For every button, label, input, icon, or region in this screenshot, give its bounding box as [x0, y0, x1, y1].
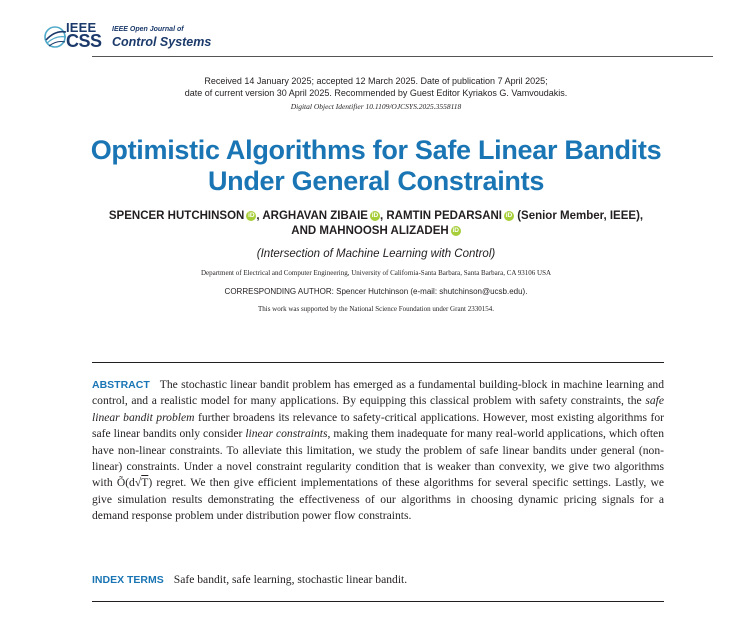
journal-logo	[44, 20, 224, 54]
author-list: SPENCER HUTCHINSON iD , ARGHAVAN ZIBAIE iD , RAMTIN PEDARSANI iD (Senior Member, IEEE), AND MAHNOOSH ALIZADEH iD	[108, 210, 644, 237]
orcid-icon[interactable]: iD	[505, 212, 513, 219]
abstract-bottom-rule	[92, 601, 664, 602]
funding-note: This work was supported by the National Science Foundation under Grant 2330154.	[257, 305, 494, 313]
author-name: SPENCER HUTCHINSON	[108, 210, 245, 222]
journal-name-line1: IEEE Open Journal of	[112, 26, 184, 33]
index-terms: INDEX TERMS Safe bandit, safe learning, stochastic linear bandit.	[92, 573, 408, 586]
corresponding-author: CORRESPONDING AUTHOR: Spencer Hutchinson (e-mail: shutchinson@ucsb.edu).	[224, 287, 528, 296]
orcid-icon[interactable]: iD	[371, 212, 379, 219]
regret-bound-math: Õ(d√T)	[116, 476, 153, 490]
doi-line: Digital Object Identifier 10.1109/OJCSYS.2025.3558118	[290, 102, 462, 111]
author-membership: (Senior Member, IEEE),	[514, 210, 644, 222]
abstract: ABSTRACT The stochastic linear bandit problem has emerged as a fundamental building-block in machine learning and control, and a realistic model for many applications. By equipping this classical problem with safety constraints, the safe linear bandit problem further broadens its relevance to safety-critical applications. However, most existing algorithms for safe linear bandits only consider linear constraints, making them inadequate for many real-world applications, which often have non-linear constraints. To alleviate this limitation, we study the problem of safe linear bandits under general (non-linear) constraints. Under a novel constraint regularity condition that is weaker than convexity, we give two algorithms with Õ(d√T) regret. We then give efficient implementations of these algorithms for several specific settings. Lastly, we give simulation results demonstrating the effectiveness of our algorithms in choosing dynamic pricing signals for a demand response problem under distribution power flow constraints.	[92, 378, 664, 523]
title-line-2: Under General Constraints	[207, 166, 545, 196]
orcid-icon[interactable]: iD	[248, 212, 255, 219]
dates-line-2: date of current version 30 April 2025. Recommended by Guest Editor Kyriakos G. Vamvoudakis.	[184, 88, 568, 98]
ieee-wordmark: IEEE	[66, 20, 97, 35]
publication-dates	[0, 75, 752, 99]
abstract-top-rule	[92, 362, 664, 363]
orcid-icon[interactable]: iD	[452, 227, 459, 234]
dates-line-1: Received 14 January 2025; accepted 12 March 2025. Date of publication 7 April 2025;	[204, 76, 548, 86]
author-name: MAHNOOSH ALIZADEH	[319, 225, 449, 237]
title-line-1: Optimistic Algorithms for Safe Linear Bandits	[90, 135, 662, 165]
css-wordmark: CSS	[66, 31, 102, 51]
header-divider	[92, 56, 713, 57]
index-terms-label: INDEX TERMS	[92, 574, 164, 586]
abstract-label: ABSTRACT	[92, 379, 150, 391]
globe-swoosh-icon	[44, 22, 68, 50]
special-section: (Intersection of Machine Learning with Control)	[256, 248, 496, 260]
affiliation: Department of Electrical and Computer Engineering, University of California-Santa Barbara, Santa Barbara, CA 93106 USA	[200, 269, 552, 277]
journal-name-line2: Control Systems	[112, 35, 212, 49]
paper-title	[0, 135, 752, 197]
author-name: ARGHAVAN ZIBAIE	[262, 210, 368, 222]
author-name: RAMTIN PEDARSANI	[386, 210, 502, 222]
